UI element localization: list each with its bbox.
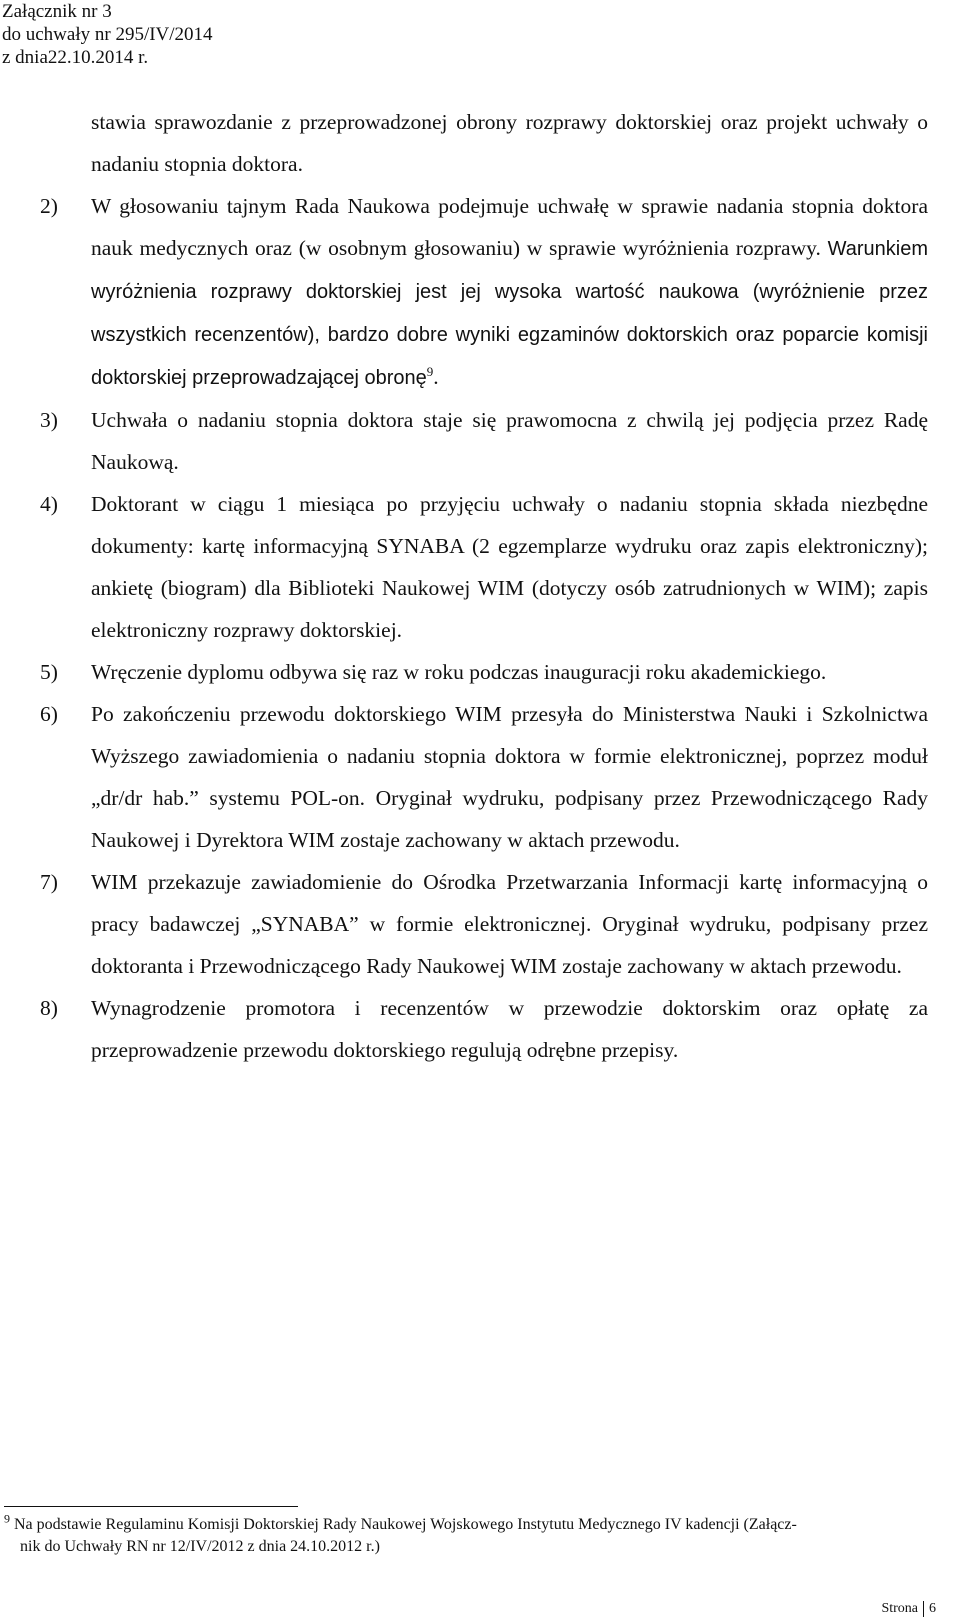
paragraph-text-sans: Warunkiem wyróżnienia rozprawy doktorskiej jest jej wysoka wartość naukowa (wyróżnienie przez wszystkich recenzentów), bardzo dobre wyniki egzaminów doktorskich oraz poparcie komisji doktorskiej przeprowadzającej obronę [91, 238, 929, 389]
list-item-8 [40, 987, 928, 1071]
footnote [4, 1511, 928, 1558]
footnote-text: Na podstawie Regulaminu Komisji Doktorskiej Rady Naukowej Wojskowego Instytutu Medycznego IV kadencji (Załącz- [14, 1516, 797, 1533]
header-resolution-date: z dnia22.10.2014 r. [2, 47, 149, 68]
list-number: 5) [40, 660, 58, 684]
paragraph-text: stawia sprawozdanie z przeprowadzonej obrony rozprawy doktorskiej oraz projekt uchwały o nadaniu stopnia doktora. [91, 110, 928, 176]
list-number: 6) [40, 702, 58, 726]
paragraph-text: WIM przekazuje zawiadomienie do Ośrodka Przetwarzania Informacji kartę informacyjną o pracy badawczej „SYNABA” w formie elektronicznej. Oryginał wydruku, podpisany przez doktoranta i Przewodniczącego Rady Naukowej WIM zostaje zachowany w aktach przewodu. [91, 870, 928, 978]
document-body [40, 101, 928, 1071]
footnote-line-1 [4, 1511, 928, 1536]
paragraph-1-continuation [40, 101, 928, 185]
document-header [2, 0, 213, 69]
page-separator [923, 1601, 924, 1617]
paragraph-text: Wręczenie dyplomu odbywa się raz w roku podczas inauguracji roku akademickiego. [91, 660, 827, 684]
list-item-3 [40, 399, 928, 483]
paragraph-text: Po zakończeniu przewodu doktorskiego WIM przesyła do Ministerstwa Nauki i Szkolnictwa Wyższego zawiadomienia o nadaniu stopnia doktora w formie elektronicznej, poprzez moduł „dr/dr hab.” systemu POL-on. Oryginał wydruku, podpisany przez Przewodniczącego Rady Naukowej i Dyrektora WIM zostaje zachowany w aktach przewodu. [91, 702, 928, 852]
list-item-6 [40, 693, 928, 861]
paragraph-text: Doktorant w ciągu 1 miesiąca po przyjęciu uchwały o nadaniu stopnia składa niezbędne dokumenty: kartę informacyjną SYNABA (2 egzemplarze wydruku oraz zapis elektroniczny); ankietę (biogram) dla Biblioteki Naukowej WIM (dotyczy osób zatrudnionych w WIM); zapis elektroniczny rozprawy doktorskiej. [91, 492, 928, 642]
paragraph-text: . [433, 365, 439, 389]
header-resolution-number: do uchwały nr 295/IV/2014 [2, 24, 213, 45]
list-number: 4) [40, 492, 58, 516]
paragraph-text: W głosowaniu tajnym Rada Naukowa podejmuje uchwałę w sprawie nadania stopnia doktora nauk medycznych oraz (w osobnym głosowaniu) w sprawie wyróżnienia rozprawy. [91, 194, 928, 260]
page-label: Strona [881, 1601, 918, 1616]
list-number: 8) [40, 996, 58, 1020]
list-item-7 [40, 861, 928, 987]
list-number: 3) [40, 408, 58, 432]
footnote-mark: 9 [4, 1511, 10, 1526]
footnote-separator [4, 1506, 298, 1507]
page-number-footer [881, 1600, 936, 1618]
list-item-5 [40, 651, 928, 693]
list-item-4 [40, 483, 928, 651]
list-number: 7) [40, 870, 58, 894]
footnote-reference[interactable]: 9 [426, 363, 434, 379]
header-attachment-number: Załącznik nr 3 [2, 1, 112, 22]
page-number: 6 [929, 1601, 936, 1616]
paragraph-text: Uchwała o nadaniu stopnia doktora staje się prawomocna z chwilą jej podjęcia przez Radę Naukową. [91, 408, 928, 474]
footnote-line-2: nik do Uchwały RN nr 12/IV/2012 z dnia 24.10.2012 r.) [20, 1538, 380, 1555]
list-item-2 [40, 185, 928, 399]
paragraph-text: Wynagrodzenie promotora i recenzentów w przewodzie doktorskim oraz opłatę za przeprowadzenie przewodu doktorskiego regulują odrębne przepisy. [91, 996, 928, 1062]
list-number: 2) [40, 194, 58, 218]
